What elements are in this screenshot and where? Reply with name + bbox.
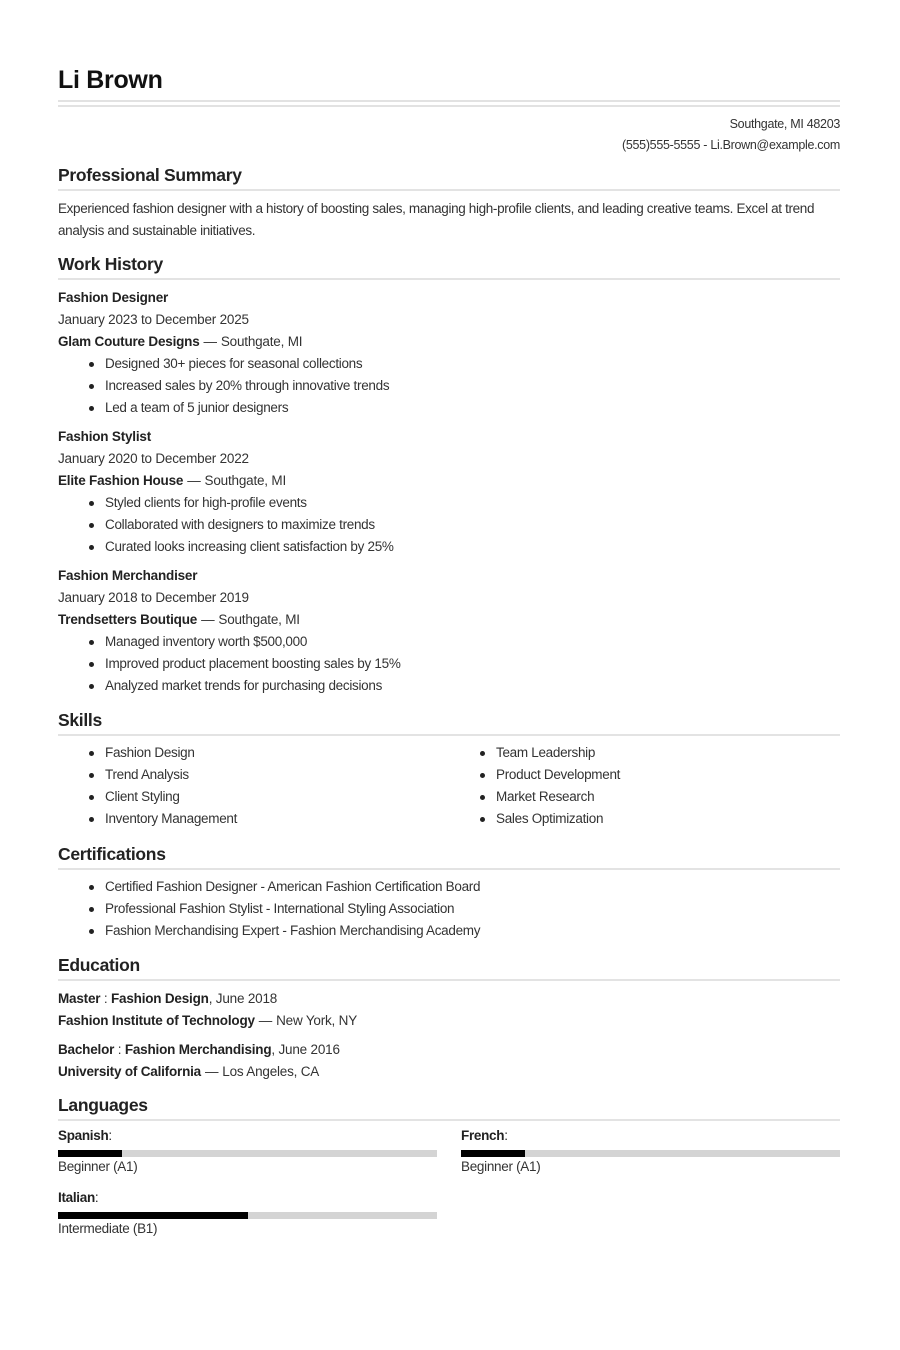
degree: Master xyxy=(58,991,101,1006)
section-certifications xyxy=(58,844,840,942)
section-work-history xyxy=(58,254,840,697)
language-entry: French: Beginner (A1) xyxy=(461,1125,840,1187)
contact-info: Southgate, MI 48203 (555)555-5555 - Li.Brown@example.com xyxy=(622,114,840,156)
skill-item: Product Development xyxy=(496,764,840,786)
graduation-date: , June 2016 xyxy=(271,1042,340,1057)
job-entry: Fashion Stylist January 2020 to December 2022 Elite Fashion House — Southgate, MI Styled clients for high-profile events Collaborated with designers to maximize trends Curated looks increasing client satisfaction by 25% xyxy=(58,426,840,558)
skill-item: Trend Analysis xyxy=(105,764,449,786)
field-of-study: Fashion Design xyxy=(110,991,209,1006)
section-divider xyxy=(58,734,840,736)
list-item: Styled clients for high-profile events xyxy=(105,492,840,514)
certification-item: Fashion Merchandising Expert - Fashion Merchandising Academy xyxy=(105,920,840,942)
job-entry: Fashion Merchandiser January 2018 to December 2019 Trendsetters Boutique — Southgate, MI Managed inventory worth $500,000 Improved product placement boosting sales by 15% Analyzed market trends for purchasing decisions xyxy=(58,565,840,697)
section-education xyxy=(58,955,840,1083)
certification-item: Certified Fashion Designer - American Fashion Certification Board xyxy=(105,876,840,898)
list-item: Increased sales by 20% through innovative trends xyxy=(105,375,840,397)
summary-text: Experienced fashion designer with a history of boosting sales, managing high-profile clients, and leading creative teams. Excel at trend analysis and sustainable initiatives. xyxy=(58,201,815,238)
section-divider xyxy=(58,189,840,191)
language-name: Spanish xyxy=(58,1128,109,1143)
skills-left-column xyxy=(58,742,449,830)
section-title: Professional Summary xyxy=(58,165,242,185)
languages-grid xyxy=(58,1125,840,1249)
skills-grid xyxy=(58,742,840,830)
graduation-date: , June 2018 xyxy=(208,991,278,1006)
list-item: Managed inventory worth $500,000 xyxy=(105,631,840,653)
education-entry: Master : Fashion Design, June 2018 Fashion Institute of Technology — New York, NY xyxy=(58,991,357,1028)
section-summary xyxy=(58,165,840,242)
proficiency-bar xyxy=(58,1212,437,1219)
skill-item: Fashion Design xyxy=(105,742,449,764)
job-dates: January 2020 to December 2022 xyxy=(58,451,249,466)
school-location: Los Angeles, CA xyxy=(222,1064,320,1079)
header-divider xyxy=(58,100,840,107)
school-name: Fashion Institute of Technology xyxy=(58,1013,255,1028)
job-bullets xyxy=(58,492,840,558)
email: Li.Brown@example.com xyxy=(710,138,840,152)
proficiency-fill xyxy=(58,1150,122,1157)
job-title: Fashion Stylist xyxy=(58,429,152,444)
company-name: Trendsetters Boutique xyxy=(58,612,198,627)
degree: Bachelor xyxy=(58,1042,115,1057)
language-name: French xyxy=(461,1128,505,1143)
certifications-list xyxy=(58,876,840,942)
section-divider xyxy=(58,979,840,981)
job-bullets xyxy=(58,353,840,419)
candidate-name: Li Brown xyxy=(58,66,163,94)
school-name: University of California xyxy=(58,1064,201,1079)
skill-item: Team Leadership xyxy=(496,742,840,764)
address: Southgate, MI 48203 xyxy=(729,117,840,131)
language-name: Italian xyxy=(58,1190,95,1205)
list-item: Led a team of 5 junior designers xyxy=(105,397,840,419)
proficiency-level: Beginner (A1) xyxy=(58,1159,138,1174)
section-languages xyxy=(58,1095,840,1249)
list-item: Improved product placement boosting sales by 15% xyxy=(105,653,840,675)
job-bullets xyxy=(58,631,840,697)
company-name: Glam Couture Designs xyxy=(58,334,200,349)
section-title: Education xyxy=(58,955,140,975)
job-location: Southgate, MI xyxy=(220,334,303,349)
proficiency-level: Beginner (A1) xyxy=(461,1159,541,1174)
proficiency-bar xyxy=(461,1150,840,1157)
job-entry: Fashion Designer January 2023 to December 2025 Glam Couture Designs — Southgate, MI Designed 30+ pieces for seasonal collections Increased sales by 20% through innovative trends Led a team of 5 junior designers xyxy=(58,287,840,419)
education-entry: Bachelor : Fashion Merchandising, June 2016 University of California — Los Angeles, CA xyxy=(58,1042,340,1079)
job-location: Southgate, MI xyxy=(218,612,300,627)
list-item: Analyzed market trends for purchasing decisions xyxy=(105,675,840,697)
section-title: Work History xyxy=(58,254,163,274)
company-name: Elite Fashion House xyxy=(58,473,184,488)
list-item: Designed 30+ pieces for seasonal collections xyxy=(105,353,840,375)
field-of-study: Fashion Merchandising xyxy=(124,1042,272,1057)
section-title: Certifications xyxy=(58,844,166,864)
phone: (555)555-5555 xyxy=(622,138,701,152)
skill-item: Client Styling xyxy=(105,786,449,808)
job-dates: January 2018 to December 2019 xyxy=(58,590,249,605)
language-entry: Italian: Intermediate (B1) xyxy=(58,1187,437,1249)
section-divider xyxy=(58,278,840,280)
job-location: Southgate, MI xyxy=(204,473,286,488)
section-skills xyxy=(58,710,840,830)
school-location: New York, NY xyxy=(276,1013,357,1028)
proficiency-fill xyxy=(58,1212,248,1219)
section-title: Skills xyxy=(58,710,102,730)
section-title: Languages xyxy=(58,1095,148,1115)
section-divider xyxy=(58,1119,840,1121)
skill-item: Market Research xyxy=(496,786,840,808)
certification-item: Professional Fashion Stylist - International Styling Association xyxy=(105,898,840,920)
proficiency-level: Intermediate (B1) xyxy=(58,1221,158,1236)
job-title: Fashion Merchandiser xyxy=(58,568,198,583)
job-title: Fashion Designer xyxy=(58,290,169,305)
section-divider xyxy=(58,868,840,870)
job-dates: January 2023 to December 2025 xyxy=(58,312,249,327)
list-item: Curated looks increasing client satisfaction by 25% xyxy=(105,536,840,558)
skill-item: Sales Optimization xyxy=(496,808,840,830)
skill-item: Inventory Management xyxy=(105,808,449,830)
proficiency-bar xyxy=(58,1150,437,1157)
proficiency-fill xyxy=(461,1150,525,1157)
skills-right-column xyxy=(449,742,840,830)
list-item: Collaborated with designers to maximize trends xyxy=(105,514,840,536)
language-entry: Spanish: Beginner (A1) xyxy=(58,1125,437,1187)
